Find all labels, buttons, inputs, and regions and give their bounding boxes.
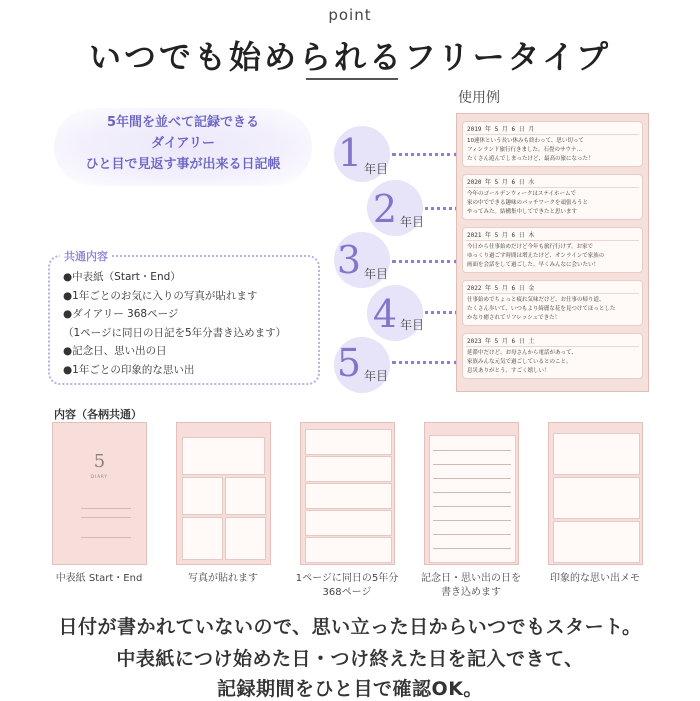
entry-rule <box>466 134 639 135</box>
thumb-anniversary <box>424 422 519 565</box>
thumb-cover <box>52 422 147 565</box>
table-rule <box>433 534 511 535</box>
entry-line: フィンランド旅行行きました。石畳のサウナ… <box>467 147 583 153</box>
caption-line: 書き込めます <box>441 587 501 598</box>
entry-line: たくさん歩いて、いつもより綺麗な花を見つけてほっとした <box>467 306 616 312</box>
entry-line: たくさん遊んでしまったけど、最高の旅になった！ <box>467 156 594 162</box>
cover-rule <box>81 508 131 509</box>
cover-rule <box>81 537 131 538</box>
photo-cell <box>225 477 266 515</box>
entry-rule <box>466 240 639 241</box>
entry-line: 今年のゴールデンウィークはステイホームで <box>467 191 576 197</box>
table-rule <box>433 478 511 479</box>
thumb-caption <box>535 572 655 586</box>
photo-cell <box>225 517 266 560</box>
common-item: ●1年ごとのお気に入りの写真が貼れます <box>63 289 258 302</box>
cover-logo: 5 <box>93 451 106 472</box>
entry-date: 2020 年 5 月 6 日 水 <box>467 179 535 186</box>
entry-date: 2019 年 5 月 6 日 月 <box>467 126 535 133</box>
entry-rule <box>466 346 639 347</box>
year-number: 1 <box>337 131 363 175</box>
cover-sub: DIARY <box>91 474 108 479</box>
photo-cell <box>182 517 223 560</box>
year-suffix: 年目 <box>400 215 425 229</box>
year-suffix: 年目 <box>364 162 389 176</box>
common-item: ●ダイアリー 368ページ <box>63 308 179 321</box>
entry-line: 家族みんな元気で過ごしているとのこと。 <box>467 359 572 365</box>
memo-block <box>553 477 640 519</box>
year-number: 3 <box>336 238 362 282</box>
year-suffix: 年目 <box>364 267 389 281</box>
year-number: 2 <box>372 187 398 231</box>
diary-entry <box>462 227 643 273</box>
common-item: ●1年ごとの印象的な思い出 <box>63 363 195 376</box>
table-rule <box>433 492 511 493</box>
thumb-caption <box>163 572 283 586</box>
common-contents-list <box>63 268 286 380</box>
memo-block <box>553 521 640 563</box>
year-suffix: 年目 <box>364 369 389 383</box>
thumb-caption <box>287 572 407 600</box>
entry-line: かなり癒されてリフレッシュできた！ <box>467 315 561 321</box>
year-number: 4 <box>372 292 398 336</box>
year-number: 5 <box>336 341 362 385</box>
common-contents-title: 共通内容 <box>60 248 112 264</box>
entry-line: ゆっくり過ごす時間は増えたけど、オンラインで家族の <box>467 253 605 259</box>
bottom-line: 日付が書かれていないので、思い立った日からいつでもスタート。 <box>58 616 642 638</box>
thumb-five-year-page <box>300 422 395 565</box>
connector-dots <box>425 207 458 210</box>
thumb-memories <box>548 422 643 565</box>
caption-line: 記念日・思い出の日を <box>421 573 521 584</box>
feature-line: 5年間を並べて記録できる <box>106 115 260 130</box>
memo-block <box>553 433 640 475</box>
table-rule <box>433 450 511 451</box>
entry-rule <box>466 187 639 188</box>
common-item: （1ページに同日の日記を5年分書き込めます） <box>63 326 287 339</box>
feature-text <box>54 112 312 175</box>
diary-entry <box>462 121 643 167</box>
entry-line: 今日から仕事始めだけど今年も旅行行けず。お家で <box>467 244 594 250</box>
caption-line: 1ページに同日の5年分 <box>295 573 399 584</box>
bottom-line: 記録期間をひと目で確認OK。 <box>217 678 483 700</box>
common-item: ●記念日、思い出の日 <box>63 345 167 358</box>
entry-date: 2021 年 5 月 6 日 木 <box>467 232 535 239</box>
table-rule <box>433 506 511 507</box>
entry-line: 仕事始めでちょっと疲れ気味だけど、お仕事の帰り道、 <box>467 297 605 303</box>
point-label: point <box>328 6 372 24</box>
entry-line: 息災ありがとう、すごく嬉しい！ <box>467 368 550 374</box>
example-label: 使用例 <box>458 90 500 106</box>
diary-example-page <box>456 113 649 392</box>
year-suffix: 年目 <box>400 318 425 332</box>
title-underline <box>306 78 398 80</box>
connector-dots <box>392 153 458 156</box>
caption-line: 368ページ <box>322 587 372 598</box>
year-block <box>305 456 392 482</box>
entry-line: 延滞中だけど、お母さんから電話があって、 <box>467 350 577 356</box>
thumb-caption <box>39 572 159 586</box>
entry-rule <box>466 293 639 294</box>
year-block <box>305 429 392 455</box>
photo-cell <box>182 437 265 475</box>
connector-dots <box>425 311 458 314</box>
thumb-caption <box>411 572 531 600</box>
table-rule <box>433 464 511 465</box>
feature-line: ひと目で見返す事が出来る日記帳 <box>85 157 281 172</box>
caption-line: 印象的な思い出メモ <box>550 573 640 584</box>
year-block <box>305 483 392 509</box>
common-item: ●中表紙（Start・End） <box>63 271 181 283</box>
entry-line: やってみた。結構集中してできたと思います <box>467 209 578 215</box>
connector-dots <box>392 361 458 364</box>
bottom-line: 中表紙につけ始めた日・つけ終えた日を記入できて、 <box>116 648 584 670</box>
diary-entry <box>462 333 643 379</box>
entry-line: 画面を会話をして過ごした。早くみんなに会いたい！ <box>467 262 600 268</box>
photo-cell <box>182 477 223 515</box>
table-rule <box>433 520 511 521</box>
year-block <box>305 537 392 563</box>
thumb-photo <box>176 422 271 565</box>
contents-title: 内容（各柄共通） <box>54 408 142 421</box>
cover-rule <box>81 517 131 518</box>
diary-entry <box>462 280 643 326</box>
entry-line: 家の中でできる趣味のパッチワークを頑張ろうと <box>467 200 589 206</box>
page-title: いつでも始められるフリータイプ <box>88 38 612 76</box>
entry-date: 2023 年 5 月 6 日 土 <box>467 338 535 345</box>
connector-dots <box>392 260 458 263</box>
year-block <box>305 510 392 536</box>
entry-date: 2022 年 5 月 6 日 金 <box>467 285 535 292</box>
caption-line: 中表紙 Start・End <box>55 573 143 584</box>
anniversary-table <box>429 435 516 563</box>
entry-line: 10連休という長い休みも終わって、思い切って <box>467 138 584 144</box>
table-rule <box>433 548 511 549</box>
feature-line: ダイアリー <box>151 136 215 151</box>
caption-line: 写真が貼れます <box>188 573 258 584</box>
diary-entry <box>462 174 643 220</box>
